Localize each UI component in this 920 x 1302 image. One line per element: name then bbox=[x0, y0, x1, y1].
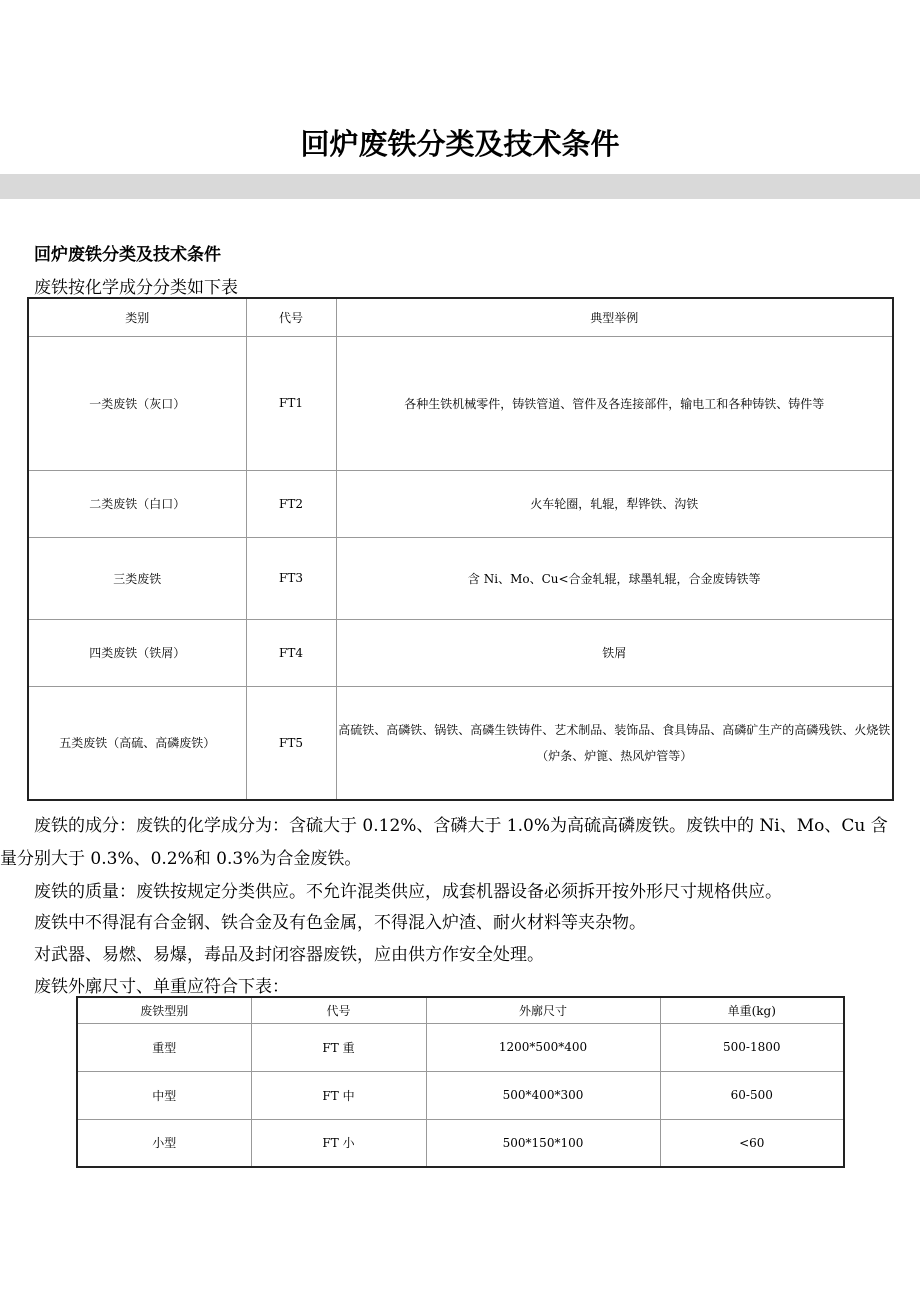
header-divider-bar bbox=[0, 174, 920, 199]
size-cell: 500*150*100 bbox=[426, 1119, 660, 1167]
paragraph: 废铁的成分：废铁的化学成分为：含硫大于 0.12%、含磷大于 1.0%为高硫高磷废铁。废铁中的 Ni、Mo、Cu 含 bbox=[34, 816, 888, 836]
header-cell: 代号 bbox=[251, 997, 426, 1023]
header-cell: 典型举例 bbox=[336, 298, 893, 336]
paragraph: 对武器、易燃、易爆，毒品及封闭容器废铁，应由供方作安全处理。 bbox=[34, 945, 544, 965]
example-cell: 高硫铁、高磷铁、锅铁、高磷生铁铸件、艺术制品、装饰品、食具铸品、高磷矿生产的高磷残铁、火烧铁（炉条、炉篦、热风炉管等） bbox=[336, 686, 893, 800]
type-cell: 小型 bbox=[77, 1119, 251, 1167]
category-cell: 五类废铁（高硫、高磷废铁） bbox=[28, 686, 246, 800]
category-cell: 二类废铁（白口） bbox=[28, 470, 246, 537]
code-cell: FT4 bbox=[246, 619, 336, 686]
type-cell: 中型 bbox=[77, 1071, 251, 1119]
header-cell: 代号 bbox=[246, 298, 336, 336]
category-cell: 三类废铁 bbox=[28, 537, 246, 619]
table-row bbox=[77, 1071, 844, 1119]
example-cell: 铁屑 bbox=[336, 619, 893, 686]
size-cell: 500*400*300 bbox=[426, 1071, 660, 1119]
type-cell: 重型 bbox=[77, 1023, 251, 1071]
example-cell: 火车轮圈，轧辊，犁铧铁、沟铁 bbox=[336, 470, 893, 537]
header-cell: 外廓尺寸 bbox=[426, 997, 660, 1023]
header-cell: 废铁型别 bbox=[77, 997, 251, 1023]
code-cell: FT1 bbox=[246, 336, 336, 470]
paragraph: 废铁的质量：废铁按规定分类供应。不允许混类供应，成套机器设备必须拆开按外形尺寸规格供应。 bbox=[34, 882, 782, 902]
size-cell: 1200*500*400 bbox=[426, 1023, 660, 1071]
code-cell: FT3 bbox=[246, 537, 336, 619]
page-title: 回炉废铁分类及技术条件 bbox=[300, 127, 620, 161]
table-row bbox=[28, 537, 893, 619]
header-cell: 单重(kg) bbox=[660, 997, 844, 1023]
weight-cell: 60-500 bbox=[660, 1071, 844, 1119]
dimension-table bbox=[76, 996, 845, 1168]
classification-table bbox=[27, 297, 894, 801]
table-row bbox=[28, 686, 893, 800]
intro-text: 废铁按化学成分分类如下表 bbox=[34, 278, 238, 298]
table-row bbox=[77, 1023, 844, 1071]
code-cell: FT2 bbox=[246, 470, 336, 537]
code-cell: FT 小 bbox=[251, 1119, 426, 1167]
header-cell: 类别 bbox=[28, 298, 246, 336]
table-row bbox=[28, 336, 893, 470]
paragraph: 量分别大于 0.3%、0.2%和 0.3%为合金废铁。 bbox=[0, 849, 362, 869]
example-cell: 各种生铁机械零件，铸铁管道、管件及各连接部件，输电工和各种铸铁、铸件等 bbox=[336, 336, 893, 470]
table-row bbox=[77, 1119, 844, 1167]
code-cell: FT 重 bbox=[251, 1023, 426, 1071]
table-row bbox=[28, 619, 893, 686]
example-cell: 含 Ni、Mo、Cu<合金轧辊，球墨轧辊，合金废铸铁等 bbox=[336, 537, 893, 619]
code-cell: FT5 bbox=[246, 686, 336, 800]
paragraph: 废铁中不得混有合金钢、铁合金及有色金属，不得混入炉渣、耐火材料等夹杂物。 bbox=[34, 913, 646, 933]
weight-cell: <60 bbox=[660, 1119, 844, 1167]
category-cell: 一类废铁（灰口） bbox=[28, 336, 246, 470]
section-heading: 回炉废铁分类及技术条件 bbox=[34, 245, 221, 265]
paragraph: 废铁外廓尺寸、单重应符合下表： bbox=[34, 977, 289, 997]
category-cell: 四类废铁（铁屑） bbox=[28, 619, 246, 686]
weight-cell: 500-1800 bbox=[660, 1023, 844, 1071]
table-row bbox=[28, 470, 893, 537]
code-cell: FT 中 bbox=[251, 1071, 426, 1119]
